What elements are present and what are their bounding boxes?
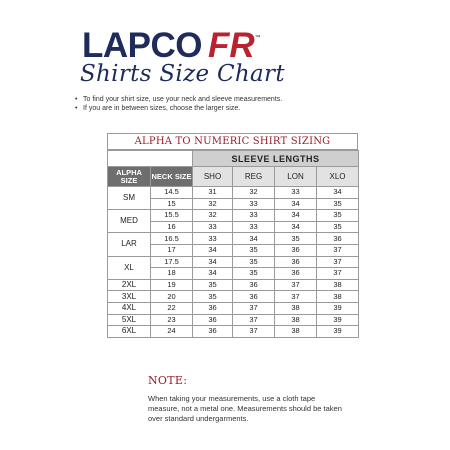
instructions-list: [74, 95, 282, 113]
sleeve-cell: 33: [275, 187, 317, 199]
sleeve-cell: 37: [275, 279, 317, 291]
page-title: Shirts Size Chart: [80, 61, 285, 87]
table-heading: ALPHA TO NUMERIC SHIRT SIZING: [107, 133, 358, 150]
sleeve-cell: 37: [233, 302, 275, 314]
sleeve-lengths-header: SLEEVE LENGTHS: [193, 151, 359, 167]
sleeve-cell: 37: [317, 268, 359, 280]
neck-size-cell: 14.5: [151, 187, 193, 199]
alpha-size-cell: XL: [108, 256, 151, 279]
sleeve-cell: 34: [317, 187, 359, 199]
sleeve-cell: 35: [317, 198, 359, 210]
sleeve-col-header: REG: [233, 167, 275, 187]
sleeve-cell: 39: [317, 326, 359, 338]
sleeve-cell: 36: [233, 291, 275, 303]
sleeve-col-header: LON: [275, 167, 317, 187]
sleeve-cell: 33: [193, 221, 233, 233]
sleeve-cell: 37: [317, 256, 359, 268]
alpha-size-cell: 6XL: [108, 326, 151, 338]
note-text: When taking your measurements, use a cloth tape measure, not a metal one. Measurements should be taken over standard undergarments.: [148, 394, 342, 423]
sleeve-cell: 34: [193, 268, 233, 280]
note-title: NOTE:: [148, 374, 188, 387]
sleeve-cell: 36: [317, 233, 359, 245]
sleeve-cell: 38: [275, 314, 317, 326]
sleeve-cell: 36: [193, 326, 233, 338]
sleeve-cell: 39: [317, 314, 359, 326]
sleeve-cell: 33: [193, 233, 233, 245]
neck-size-cell: 22: [151, 302, 193, 314]
sleeve-cell: 38: [275, 326, 317, 338]
instruction-item: • To find your shirt size, use your neck and sleeve measurements.: [74, 95, 282, 104]
alpha-size-cell: 4XL: [108, 302, 151, 314]
sleeve-cell: 32: [233, 187, 275, 199]
table-row: [108, 210, 359, 222]
sleeve-cell: 33: [233, 198, 275, 210]
sleeve-cell: 32: [193, 198, 233, 210]
brand-logo: [82, 26, 261, 66]
sleeve-cell: 34: [275, 221, 317, 233]
sleeve-cell: 31: [193, 187, 233, 199]
sleeve-cell: 35: [233, 256, 275, 268]
sleeve-cell: 36: [193, 302, 233, 314]
sleeve-cell: 33: [233, 210, 275, 222]
neck-size-cell: 17: [151, 244, 193, 256]
alpha-size-cell: LAR: [108, 233, 151, 256]
sleeve-cell: 35: [193, 291, 233, 303]
sleeve-cell: 34: [193, 256, 233, 268]
sleeve-cell: 35: [193, 279, 233, 291]
sleeve-col-header: SHO: [193, 167, 233, 187]
sleeve-cell: 37: [233, 326, 275, 338]
sleeve-cell: 32: [193, 210, 233, 222]
neck-size-cell: 24: [151, 326, 193, 338]
alpha-size-cell: 3XL: [108, 291, 151, 303]
brand-fr: FR: [208, 26, 255, 65]
alpha-size-header: ALPHA SIZE: [108, 167, 151, 187]
sleeve-cell: 34: [275, 198, 317, 210]
table-row: [108, 187, 359, 199]
neck-size-cell: 20: [151, 291, 193, 303]
instruction-item: • If you are in between sizes, choose the larger size.: [74, 104, 282, 113]
trademark: ™: [254, 35, 261, 41]
sleeve-cell: 35: [233, 268, 275, 280]
sleeve-cell: 36: [275, 244, 317, 256]
neck-size-cell: 15: [151, 198, 193, 210]
alpha-size-cell: 2XL: [108, 279, 151, 291]
brand-name: LAPCO: [82, 26, 202, 65]
alpha-size-cell: MED: [108, 210, 151, 233]
sleeve-cell: 37: [317, 244, 359, 256]
blank-cell: [151, 151, 193, 167]
sleeve-cell: 36: [193, 314, 233, 326]
alpha-size-cell: SM: [108, 187, 151, 210]
table-row: [108, 279, 359, 291]
neck-size-header: NECK SIZE: [151, 167, 193, 187]
sleeve-cell: 38: [317, 279, 359, 291]
sleeve-cell: 35: [317, 221, 359, 233]
sleeve-cell: 36: [275, 256, 317, 268]
alpha-size-cell: 5XL: [108, 314, 151, 326]
table-row: [108, 233, 359, 245]
table-row: [108, 326, 359, 338]
sleeve-cell: 35: [275, 233, 317, 245]
neck-size-cell: 19: [151, 279, 193, 291]
sleeve-cell: 34: [275, 210, 317, 222]
size-chart-table: [107, 150, 359, 338]
table-row: [108, 291, 359, 303]
blank-cell: [108, 151, 151, 167]
neck-size-cell: 16: [151, 221, 193, 233]
neck-size-cell: 18: [151, 268, 193, 280]
table-row: [108, 256, 359, 268]
sleeve-col-header: XLO: [317, 167, 359, 187]
neck-size-cell: 15.5: [151, 210, 193, 222]
sleeve-cell: 34: [193, 244, 233, 256]
sleeve-cell: 38: [317, 291, 359, 303]
sleeve-cell: 35: [233, 244, 275, 256]
sleeve-cell: 35: [317, 210, 359, 222]
sleeve-cell: 38: [275, 302, 317, 314]
table-row: [108, 314, 359, 326]
sleeve-cell: 39: [317, 302, 359, 314]
sleeve-cell: 36: [275, 268, 317, 280]
sleeve-cell: 37: [233, 314, 275, 326]
neck-size-cell: 17.5: [151, 256, 193, 268]
sleeve-cell: 37: [275, 291, 317, 303]
sleeve-cell: 34: [233, 233, 275, 245]
sleeve-cell: 33: [233, 221, 275, 233]
neck-size-cell: 16.5: [151, 233, 193, 245]
table-row: [108, 302, 359, 314]
neck-size-cell: 23: [151, 314, 193, 326]
sleeve-cell: 36: [233, 279, 275, 291]
